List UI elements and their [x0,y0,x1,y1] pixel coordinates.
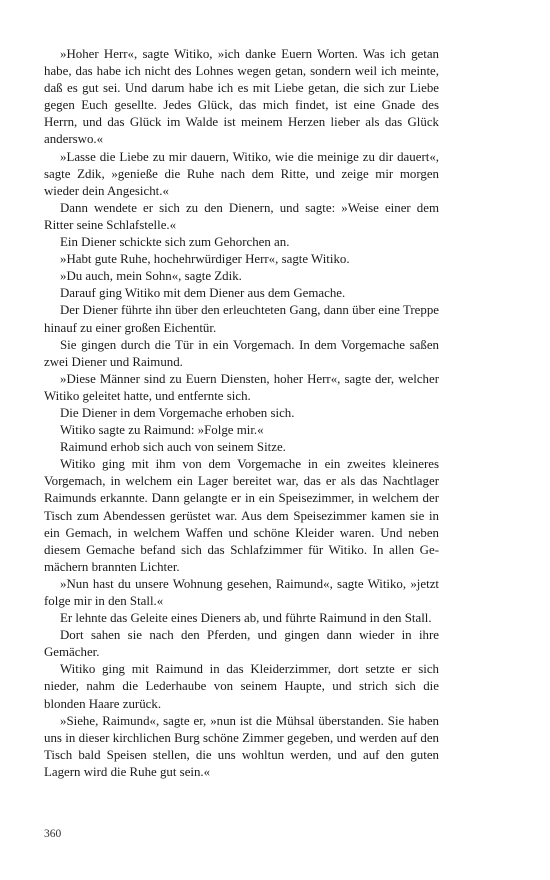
paragraph: Witiko ging mit Raimund in das Kleiderzimmer, dort setzte er sich nieder, nahm die Lederhaube von seinem Haupte, und strich sich die blonden Haare zurück. [44,662,439,711]
paragraph: »Habt gute Ruhe, hochehrwürdiger Herr«, sagte Witiko. [60,252,350,267]
paragraph: »Lasse die Liebe zu mir dauern, Witiko, wie die meinige zu dir dauert«, sagte Zdik, »genieße die Ruhe nach dem Ritte, und zeige mir morgen wieder dein Angesicht.« [44,149,439,198]
paragraph: »Siehe, Raimund«, sagte er, »nun ist die Mühsal überstanden. Sie haben uns in dieser kirchlichen Burg schöne Zimmer gegeben, und werden auf den Tisch bald Speisen stellen, die uns wohltun werden, und auf den guten Lagern wird die Ruhe gut sein.« [44,713,439,779]
paragraph: Sie gingen durch die Tür in ein Vorgemach. In dem Vorgemache saßen zwei Diener und Raimund. [44,337,439,369]
paragraph: Darauf ging Witiko mit dem Diener aus dem Gemache. [60,286,346,301]
page-number: 360 [44,828,62,840]
paragraph: »Diese Männer sind zu Euern Diensten, hoher Herr«, sagte der, welcher Witiko geleitet hatte, und entfernte sich. [44,371,439,403]
paragraph: Der Diener führte ihn über den erleuchteten Gang, dann über eine Treppe hinauf zu einer großen Eichentür. [44,303,439,335]
paragraph: Witiko ging mit ihm von dem Vorgemache in ein zweites kleineres Vorgemach, in welchem ein Lager bereitet war, das er als das Nachtlager Raimunds erkannte. Dann gelangte er in ein Speisezimmer, in welchem der Tisch zum Abendessen gerüstet war. Aus dem Speisezimmer kamen sie in ein Gemach, in welchem Waffen und schöne Kleider waren. Und neben diesem Gemache befand sich das Schlafzimmer für Witiko. In allen Gemächern brannten Lichter. [44,457,439,574]
paragraph: »Hoher Herr«, sagte Witiko, »ich danke Euern Worten. Was ich getan habe, das habe ich nicht des Lohnes wegen getan, sondern weil ich meinte, daß es gut sei. Und darum habe ich es mit Liebe getan, die sich zur Liebe gegen Euch gesellte. Jedes Glück, das mich findet, ist eine Gnade des Herrn, und das Glück im Walde ist meinem Herzen lieber als das Glück anderswo.« [44,47,439,147]
paragraph: Ein Diener schickte sich zum Gehorchen an. [60,235,290,250]
paragraph: »Nun hast du unsere Wohnung gesehen, Raimund«, sagte Witiko, »jetzt folge mir in den Stall.« [44,576,439,608]
paragraph: Witiko sagte zu Raimund: »Folge mir.« [60,423,264,438]
paragraph: Raimund erhob sich auch von seinem Sitze. [60,440,286,455]
paragraph: Dann wendete er sich zu den Dienern, und sagte: »Weise einer dem Ritter seine Schlafstelle.« [44,200,439,232]
paragraph: Er lehnte das Geleite eines Dieners ab, und führte Raimund in den Stall. [60,611,432,626]
body-text [44,46,439,781]
paragraph: Dort sahen sie nach den Pferden, und gingen dann wieder in ihre Gemächer. [44,628,439,660]
paragraph: »Du auch, mein Sohn«, sagte Zdik. [60,269,242,284]
paragraph: Die Diener in dem Vorgemache erhoben sich. [60,405,295,420]
